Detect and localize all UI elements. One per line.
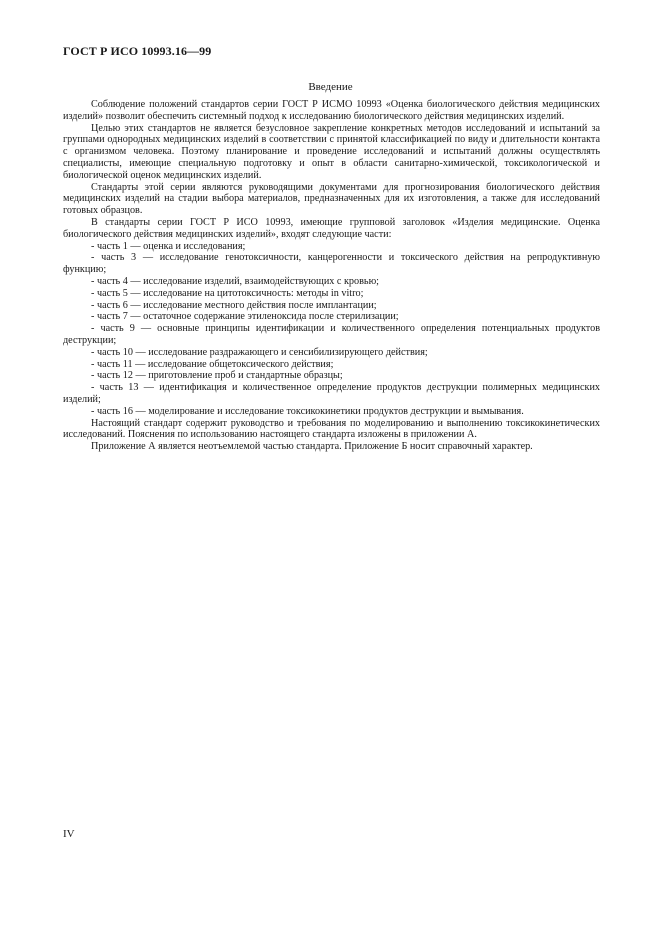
list-item: - часть 7 — остаточное содержание этиленоксида после стерилизации; [91,311,399,323]
document-body [63,99,600,453]
document-header: ГОСТ Р ИСО 10993.16—99 [63,44,212,58]
list-item: - часть 11 — исследование общетоксического действия; [91,358,334,370]
list-item: - часть 10 — исследование раздражающего и сенсибилизирующего действия; [91,346,428,358]
list-item: - часть 4 — исследование изделий, взаимодействующих с кровью; [91,275,380,287]
page-number: IV [63,828,75,840]
section-title: Введение [308,81,353,93]
list-item: - часть 5 — исследование на цитотоксичность: методы in vitro; [91,287,364,299]
list-item: - часть 1 — оценка и исследования; [91,240,246,252]
list-item: - часть 16 — моделирование и исследование токсикокинетики продуктов деструкции и вымывания. [91,405,524,417]
paragraph-guidance: Стандарты этой серии являются руководящими документами для прогнозирования биологического действия медицинских изделий на стадии выбора материалов, предназначенных для их изготовления, а также для исследований готовых образцов. [63,181,600,217]
paragraph-scope: Настоящий стандарт содержит руководство и требования по моделированию и выполнению токсикокинетических исследований. Пояснения по использованию настоящего стандарта изложены в приложении А. [63,417,600,441]
list-item: - часть 3 — исследование генотоксичности, канцерогенности и токсического действия на репродуктивную функцию; [63,252,600,276]
paragraph-intro: Соблюдение положений стандартов серии ГОСТ Р ИСМО 10993 «Оценка биологического действия медицинских изделий» позволит обеспечить системный подход к исследованию биологического действия медицинских изделий. [63,99,600,122]
paragraph-purpose: Целью этих стандартов не является безусловное закрепление конкретных методов исследований и испытаний за группами однородных медицинских изделий в соответствии с принятой классификацией по виду и длительности контакта с организмом человека. Поэтому планирование и проведение исследований и испытаний должны осуществлять специалисты, имеющие специальную подготовку и опыт в области санитарно-химической, токсикологической и биологической оценок медицинских изделий. [63,122,600,181]
list-item: - часть 6 — исследование местного действия после имплантации; [91,299,377,311]
list-item: - часть 9 — основные принципы идентификации и количественного определения потенциальных продуктов деструкции; [63,323,600,346]
parts-list [63,241,600,418]
paragraph-annexes: Приложение А является неотъемлемой частью стандарта. Приложение Б носит справочный характер. [91,441,533,453]
list-item: - часть 13 — идентификация и количественное определение продуктов деструкции полимерных медицинских изделий; [63,382,600,405]
paragraph-series-parts: В стандарты серии ГОСТ Р ИСО 10993, имеющие групповой заголовок «Изделия медицинские. Оценка биологического действия медицинских изделий», входят следующие части: [63,216,600,240]
list-item: - часть 12 — приготовление проб и стандартные образцы; [91,370,343,382]
